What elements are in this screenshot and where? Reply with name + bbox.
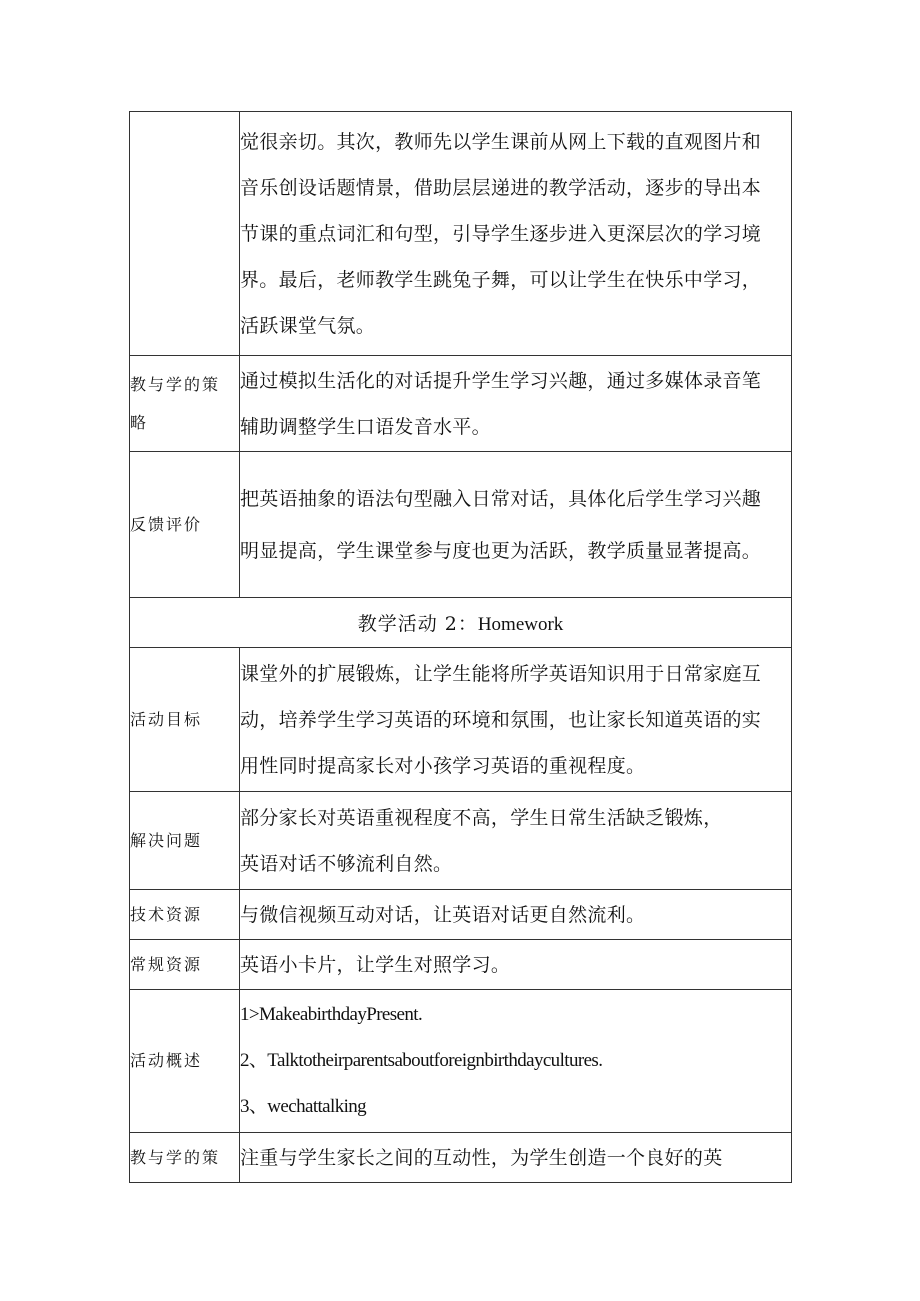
row-content-overview xyxy=(240,990,792,1133)
text-line: 英语对话不够流利自然。 xyxy=(240,852,453,875)
table-row-tech-resources xyxy=(130,890,792,940)
row-content-continuation xyxy=(240,112,792,356)
label-line: 教与学的策 xyxy=(130,374,221,394)
row-label-feedback: 反馈评价 xyxy=(130,452,240,598)
text-line: 辅助调整学生口语发音水平。 xyxy=(240,415,491,438)
table-row-overview xyxy=(130,990,792,1133)
row-content-problem xyxy=(240,792,792,890)
row-content-strategy xyxy=(240,356,792,452)
row-label-strategy xyxy=(130,356,240,452)
text-line: 课堂外的扩展锻炼，让学生能将所学英语知识用于日常家庭互 xyxy=(240,662,762,685)
row-label-tech-resources: 技术资源 xyxy=(130,890,240,940)
text-line: 音乐创设话题情景，借助层层递进的教学活动，逐步的导出本 xyxy=(240,176,762,199)
row-content-feedback xyxy=(240,452,792,598)
text-line: 通过模拟生活化的对话提升学生学习兴趣，通过多媒体录音笔 xyxy=(240,369,762,392)
text-line: 明显提高，学生课堂参与度也更为活跃，教学质量显著提高。 xyxy=(240,539,762,562)
text-line: 觉很亲切。其次，教师先以学生课前从网上下载的直观图片和 xyxy=(240,130,762,153)
row-label-goal: 活动目标 xyxy=(130,648,240,792)
label-line: 略 xyxy=(130,412,149,432)
text-line: 与微信视频互动对话，让英语对话更自然流利。 xyxy=(240,903,646,926)
lesson-plan-table xyxy=(129,111,792,1183)
text-line: 英语小卡片，让学生对照学习。 xyxy=(240,953,511,976)
activity-header-title: Homework xyxy=(477,614,564,635)
text-line: 节课的重点词汇和句型，引导学生逐步进入更深层次的学习境 xyxy=(240,222,762,245)
text-line: 2、Talktotheirparentsaboutforeignbirthdaycultures. xyxy=(240,1050,603,1071)
row-label-regular-resources: 常规资源 xyxy=(130,940,240,990)
text-line: 用性同时提高家长对小孩学习英语的重视程度。 xyxy=(240,754,646,777)
text-line: 界。最后，老师教学生跳兔子舞，可以让学生在快乐中学习， xyxy=(240,268,762,291)
table-row-feedback xyxy=(130,452,792,598)
table-row-problem xyxy=(130,792,792,890)
table-row-goal xyxy=(130,648,792,792)
text-line: 动，培养学生学习英语的环境和氛围，也让家长知道英语的实 xyxy=(240,708,762,731)
table-row-strategy-2 xyxy=(130,1133,792,1183)
text-line: 活跃课堂气氛。 xyxy=(240,314,376,337)
text-line: 部分家长对英语重视程度不高，学生日常生活缺乏锻炼， xyxy=(240,806,723,829)
row-content-goal xyxy=(240,648,792,792)
row-content-strategy-2 xyxy=(240,1133,792,1183)
table-row-regular-resources xyxy=(130,940,792,990)
row-label-problem: 解决问题 xyxy=(130,792,240,890)
row-label-overview: 活动概述 xyxy=(130,990,240,1133)
text-line: 1>MakeabirthdayPresent. xyxy=(240,1004,423,1025)
row-label-empty xyxy=(130,112,240,356)
text-line: 注重与学生家长之间的互动性，为学生创造一个良好的英 xyxy=(240,1146,723,1169)
text-line: 3、wechattalking xyxy=(240,1096,367,1117)
row-content-tech-resources xyxy=(240,890,792,940)
table-row-strategy xyxy=(130,356,792,452)
text-line: 把英语抽象的语法句型融入日常对话，具体化后学生学习兴趣 xyxy=(240,487,762,510)
table-row-continuation xyxy=(130,112,792,356)
row-label-strategy-2: 教与学的策 xyxy=(130,1133,240,1183)
row-content-regular-resources xyxy=(240,940,792,990)
activity-header-prefix: 教学活动 2： xyxy=(357,613,478,635)
table-row-activity-header xyxy=(130,598,792,648)
activity-header xyxy=(130,598,792,648)
